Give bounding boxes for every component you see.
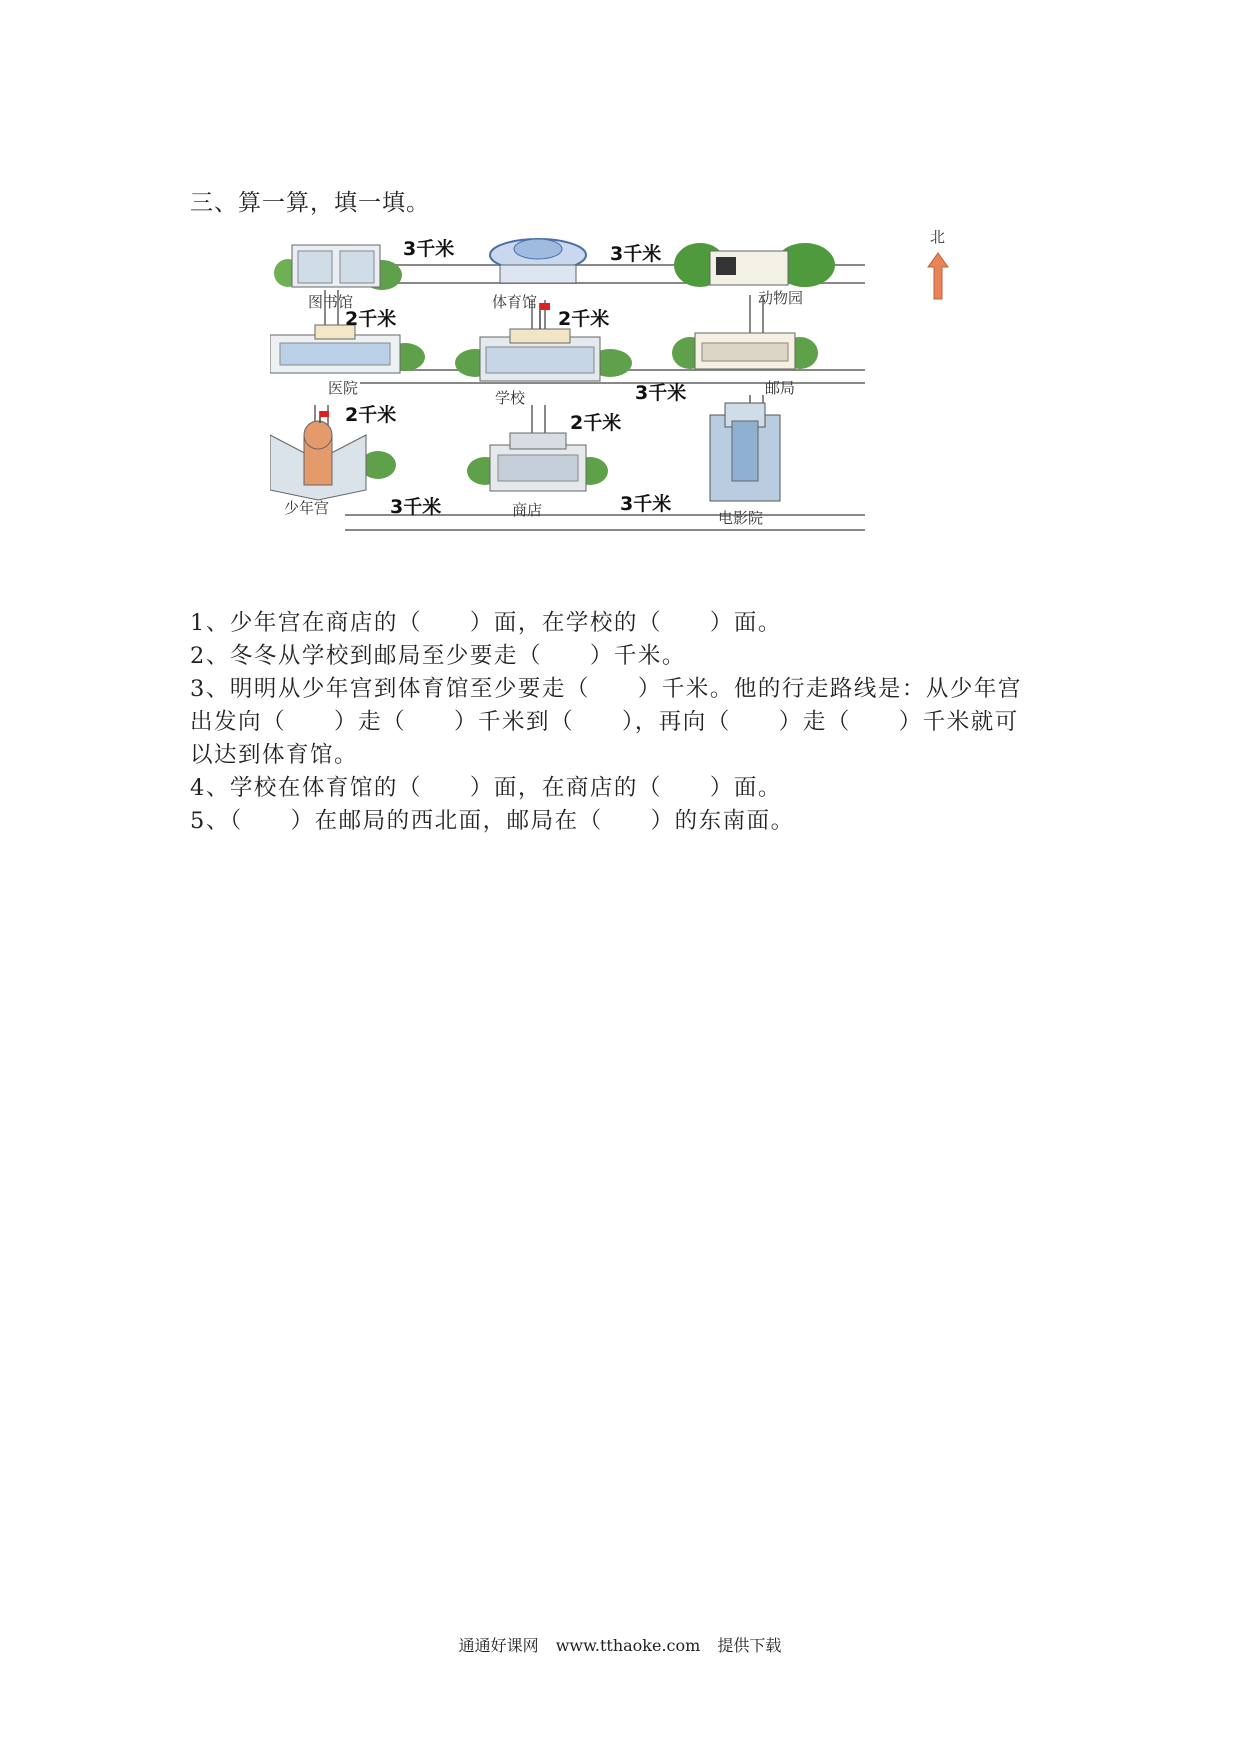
zoo-label: 动物园 — [758, 289, 804, 307]
footer-site-name: 通通好课网 — [458, 1636, 539, 1655]
zoo-building — [674, 243, 835, 307]
question-3-line-1: 3、明明从少年宫到体育馆至少要走（ ）千米。他的行走路线是：从少年宫 — [190, 676, 1022, 702]
youth-palace-label: 少年宫 — [284, 499, 330, 517]
library-label: 图书馆 — [308, 293, 354, 311]
gym-label: 体育馆 — [492, 293, 538, 311]
post-office-building — [672, 333, 818, 397]
gym-building — [490, 239, 586, 311]
distance-gym-zoo: 3千米 — [610, 243, 662, 265]
question-3-line-2: 出发向（ ）走（ ）千米到（ ），再向（ ）走（ ）千米就可 — [190, 709, 1019, 735]
cinema-building — [710, 403, 780, 527]
shop-label: 商店 — [512, 501, 543, 519]
north-arrow-icon — [928, 253, 948, 299]
library-building — [274, 245, 402, 311]
section-heading: 三、算一算，填一填。 — [190, 190, 430, 216]
page-footer — [0, 1633, 1240, 1656]
shop-building — [467, 433, 608, 519]
question-5: 5、（ ）在邮局的西北面，邮局在（ ）的东南面。 — [190, 808, 795, 834]
footer-url[interactable]: www.tthaoke.com — [555, 1636, 701, 1655]
question-3-line-3: 以达到体育馆。 — [190, 742, 359, 768]
question-4: 4、学校在体育馆的（ ）面，在商店的（ ）面。 — [190, 775, 782, 801]
north-label: 北 — [930, 228, 946, 246]
question-1: 1、少年宫在商店的（ ）面，在学校的（ ）面。 — [190, 610, 782, 636]
distance-youth-shop: 3千米 — [390, 496, 442, 518]
hospital-label: 医院 — [328, 379, 359, 397]
post-office-label: 邮局 — [765, 379, 796, 397]
distance-hospital-youth: 2千米 — [345, 404, 397, 426]
school-label: 学校 — [495, 389, 526, 407]
distance-shop-cinema: 3千米 — [620, 493, 672, 515]
footer-note: 提供下载 — [717, 1636, 782, 1655]
distance-school-post: 3千米 — [635, 382, 687, 404]
youth-palace-building — [270, 411, 396, 517]
distance-library-gym: 3千米 — [403, 238, 455, 260]
distance-gym-school: 2千米 — [558, 308, 610, 330]
distance-library-hospital: 2千米 — [345, 308, 397, 330]
question-2: 2、冬冬从学校到邮局至少要走（ ）千米。 — [190, 643, 686, 669]
hospital-building — [270, 325, 425, 397]
distance-school-shop: 2千米 — [570, 412, 622, 434]
map-figure — [270, 225, 960, 595]
cinema-label: 电影院 — [718, 509, 764, 527]
